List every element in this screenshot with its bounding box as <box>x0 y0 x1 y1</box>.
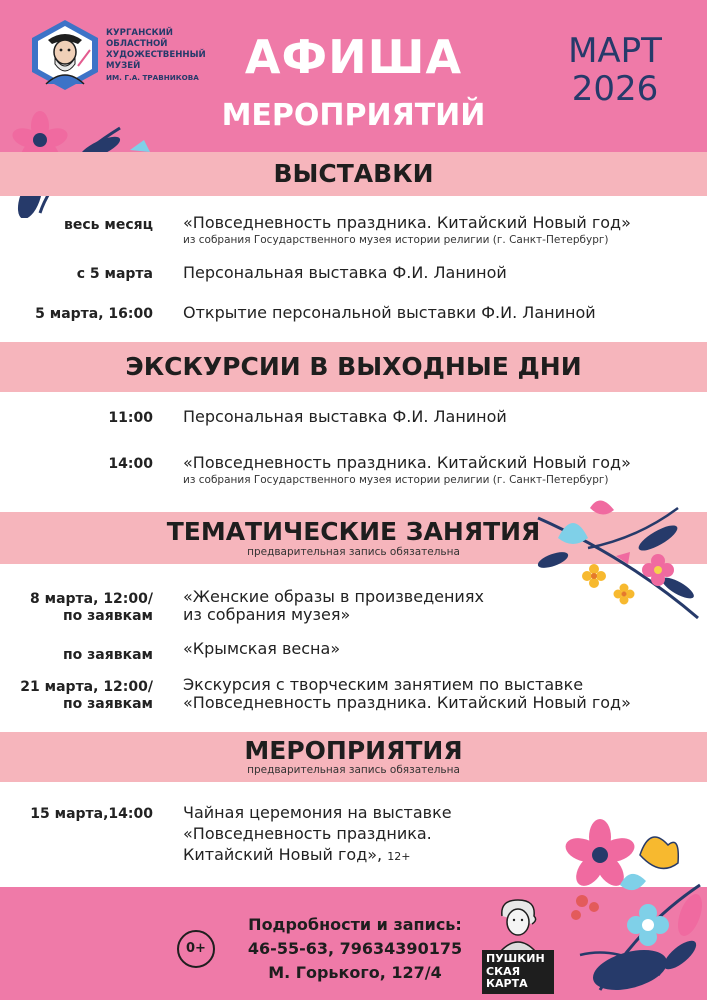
event-title: «Повседневность праздника. <box>183 824 432 843</box>
event-time: 11:00 <box>108 410 153 426</box>
month-label: МАРТ <box>568 31 662 71</box>
event-time: 15 марта,14:00 <box>30 806 153 822</box>
museum-name-line: КУРГАНСКИЙ <box>106 28 173 38</box>
list-item <box>0 454 707 494</box>
event-time: 21 марта, 12:00/ <box>20 679 153 695</box>
event-title: из собрания музея» <box>183 605 351 624</box>
contacts-block <box>230 913 480 985</box>
event-title: «Крымская весна» <box>183 639 341 658</box>
pushkin-portrait-icon <box>492 898 544 952</box>
section-title: ЭКСКУРСИИ В ВЫХОДНЫЕ ДНИ <box>125 352 582 381</box>
event-title: «Женские образы в произведениях <box>183 587 484 606</box>
event-note: из собрания Государственного музея истории религии (г. Санкт-Петербург) <box>183 234 609 246</box>
list-item <box>0 214 707 254</box>
section-band-tours <box>0 342 707 392</box>
event-time: по заявкам <box>63 608 153 624</box>
list-item <box>0 640 707 662</box>
pushkin-card-logo <box>482 898 554 998</box>
event-time: по заявкам <box>63 696 153 712</box>
event-time: 5 марта, 16:00 <box>35 306 153 322</box>
list-item <box>0 408 707 430</box>
section-subtitle: предварительная запись обязательна <box>247 546 460 558</box>
section-band-events <box>0 732 707 782</box>
museum-name-line: МУЗЕЙ <box>106 61 141 71</box>
age-badge: 0+ <box>177 930 215 968</box>
event-title-text: Китайский Новый год», <box>183 845 383 864</box>
pushkin-card-text <box>482 950 554 994</box>
event-time: весь месяц <box>64 217 153 233</box>
section-title: ВЫСТАВКИ <box>273 159 434 188</box>
flower-decoration-icon <box>560 815 707 1000</box>
museum-name-line: ИМ. Г.А. ТРАВНИКОВА <box>106 73 199 82</box>
event-title: Экскурсия с творческим занятием по выставке <box>183 675 584 694</box>
list-item <box>0 676 707 716</box>
event-time: 8 марта, 12:00/ <box>30 591 153 607</box>
section-title: ТЕМАТИЧЕСКИЕ ЗАНЯТИЯ <box>166 517 541 546</box>
contact-phones[interactable]: 46-55-63, 79634390175 <box>247 939 463 958</box>
year-label: 2026 <box>571 69 659 109</box>
contacts-title: Подробности и запись: <box>248 915 462 934</box>
event-note: из собрания Государственного музея истории религии (г. Санкт-Петербург) <box>183 474 609 486</box>
event-title: Открытие персональной выставки Ф.И. Ланиной <box>183 303 596 322</box>
poster-subtitle: МЕРОПРИЯТИЙ <box>221 98 486 133</box>
contact-address: М. Горького, 127/4 <box>268 963 442 982</box>
event-title: «Повседневность праздника. Китайский Новый год» <box>183 213 631 232</box>
section-title: МЕРОПРИЯТИЯ <box>244 736 463 765</box>
event-title: «Повседневность праздника. Китайский Новый год» <box>183 453 631 472</box>
museum-name-line: ОБЛАСТНОЙ <box>106 39 168 49</box>
section-subtitle: предварительная запись обязательна <box>247 764 460 776</box>
event-title: Персональная выставка Ф.И. Ланиной <box>183 263 507 282</box>
event-time: 14:00 <box>108 456 153 472</box>
month-year <box>540 32 690 108</box>
event-time: с 5 марта <box>76 266 153 282</box>
poster-title: АФИША <box>244 30 463 84</box>
event-title <box>183 846 410 866</box>
event-title: Чайная церемония на выставке <box>183 803 452 822</box>
list-item <box>0 264 707 286</box>
pushkin-card-line: СКАЯ <box>486 964 521 978</box>
list-item <box>0 304 707 326</box>
museum-name-line: ХУДОЖЕСТВЕННЫЙ <box>106 50 206 60</box>
age-rating: 12+ <box>387 850 411 863</box>
event-time: по заявкам <box>63 647 153 663</box>
list-item <box>0 588 707 628</box>
pushkin-card-line: ПУШКИН <box>486 952 545 965</box>
pushkin-card-line: КАРТА <box>486 977 528 990</box>
section-band-exhibitions <box>0 152 707 196</box>
event-title: Персональная выставка Ф.И. Ланиной <box>183 407 507 426</box>
event-title: «Повседневность праздника. Китайский Новый год» <box>183 693 631 712</box>
